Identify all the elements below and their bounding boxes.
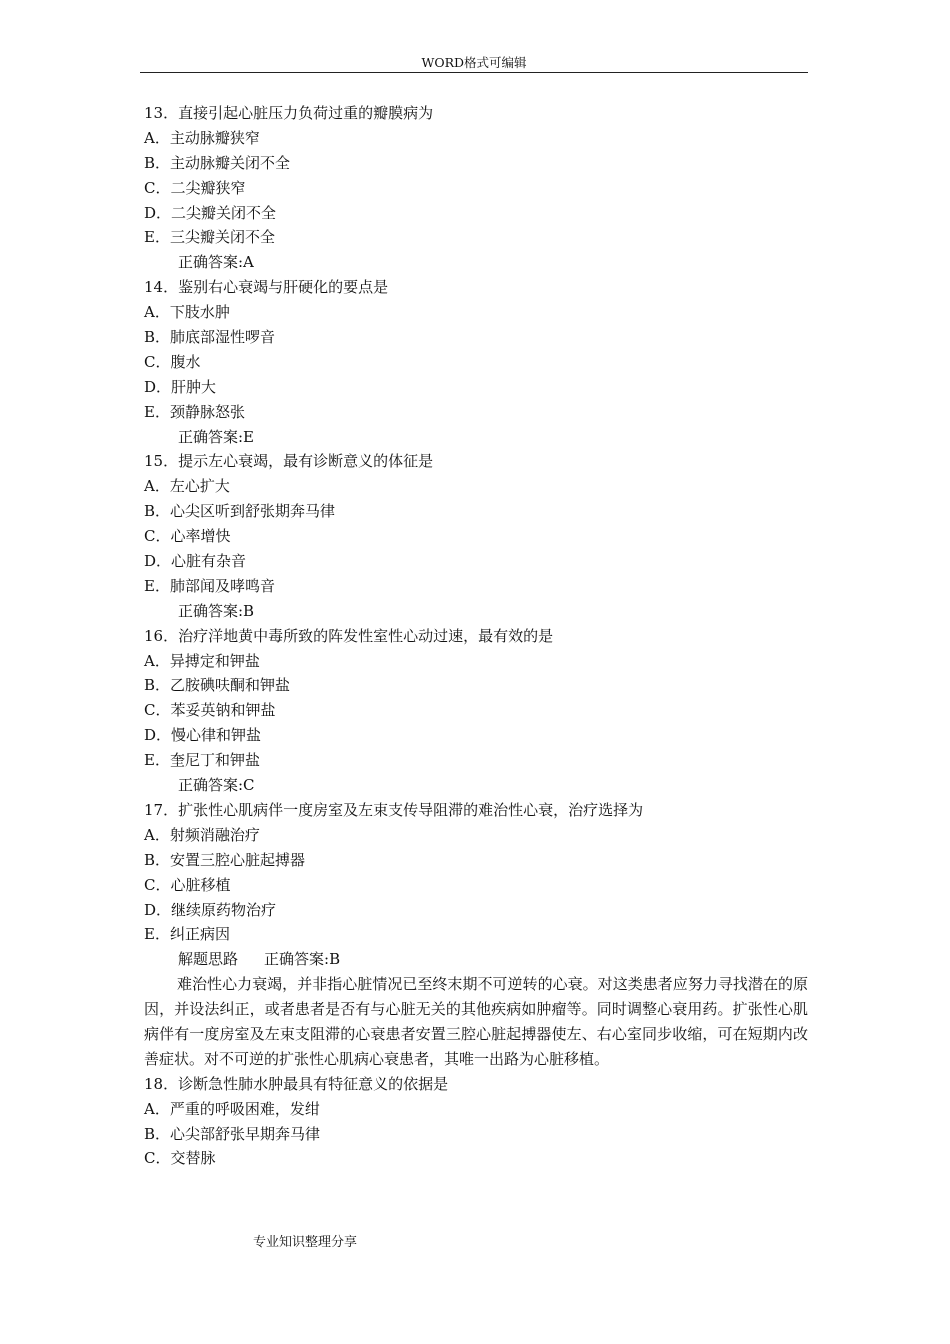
option-c: C．二尖瓣狭窄 <box>144 178 246 197</box>
question-stem: 14．鉴别右心衰竭与肝硬化的要点是 <box>144 278 389 297</box>
option-b: B．心尖区听到舒张期奔马律 <box>144 502 336 521</box>
option-a: A．下肢水肿 <box>144 303 230 322</box>
option-d: D．继续原药物治疗 <box>144 900 277 919</box>
correct-answer: 正确答案:C <box>178 776 255 795</box>
option-d: D．心脏有杂音 <box>144 552 247 571</box>
correct-answer: 正确答案:A <box>178 253 254 272</box>
option-b: B．心尖部舒张早期奔马律 <box>144 1124 321 1143</box>
option-a: A．射频消融治疗 <box>144 825 260 844</box>
option-c: C．交替脉 <box>144 1149 216 1168</box>
explanation-paragraph: 难治性心力衰竭，并非指心脏情况已至终末期不可逆转的心衰。对这类患者应努力寻找潜在的原因，并设法纠正，或者患者是否有与心脏无关的其他疾病如肿瘤等。同时调整心衰用药。扩张性心肌病伴有一度房室及左束支阻滞的心衰患者安置三腔心脏起搏器使左、右心室同步收缩，可在短期内改善症状。对不可逆的扩张性心肌病心衰患者，其唯一出路为心脏移植。 <box>144 975 808 1068</box>
option-a: A．严重的呼吸困难，发绀 <box>144 1099 320 1118</box>
document-body <box>144 101 808 1171</box>
option-e: E．肺部闻及哮鸣音 <box>144 576 275 595</box>
question-stem: 13．直接引起心脏压力负荷过重的瓣膜病为 <box>144 104 434 122</box>
page-footer: 专业知识整理分享 <box>253 1235 358 1250</box>
option-b: B．乙胺碘呋酮和钾盐 <box>144 676 291 695</box>
option-c: C．腹水 <box>144 352 201 371</box>
option-c: C．苯妥英钠和钾盐 <box>144 701 276 720</box>
option-b: B．安置三腔心脏起搏器 <box>144 850 306 869</box>
page-header <box>140 54 808 73</box>
option-e: E．颈静脉怒张 <box>144 402 245 421</box>
option-d: D．肝肿大 <box>144 377 217 396</box>
option-a: A．左心扩大 <box>144 477 230 496</box>
option-a: A．主动脉瓣狭窄 <box>144 128 260 147</box>
option-d: D．二尖瓣关闭不全 <box>144 203 277 222</box>
option-e: E．纠正病因 <box>144 925 230 944</box>
solution-label: 解题思路 <box>178 950 239 969</box>
question-stem: 15．提示左心衰竭，最有诊断意义的体征是 <box>144 452 434 471</box>
option-b: B．肺底部湿性啰音 <box>144 328 276 347</box>
question-stem: 17．扩张性心肌病伴一度房室及左束支传导阻滞的难治性心衰，治疗选择为 <box>144 800 644 819</box>
solution-answer-line <box>144 947 808 972</box>
correct-answer: 正确答案:B <box>178 601 255 620</box>
option-e: E．奎尼丁和钾盐 <box>144 751 260 770</box>
option-b: B．主动脉瓣关闭不全 <box>144 153 291 172</box>
header-text: WORD格式可编辑 <box>421 55 527 70</box>
question-stem: 18．诊断急性肺水肿最具有特征意义的依据是 <box>144 1074 449 1093</box>
option-c: C．心脏移植 <box>144 875 231 894</box>
option-c: C．心率增快 <box>144 527 231 546</box>
option-e: E．三尖瓣关闭不全 <box>144 228 275 247</box>
option-a: A．异搏定和钾盐 <box>144 651 260 670</box>
option-d: D．慢心律和钾盐 <box>144 726 262 745</box>
question-stem: 16．治疗洋地黄中毒所致的阵发性室性心动过速，最有效的是 <box>144 626 554 645</box>
correct-answer: 正确答案:E <box>178 427 255 446</box>
correct-answer: 正确答案:B <box>264 950 341 969</box>
